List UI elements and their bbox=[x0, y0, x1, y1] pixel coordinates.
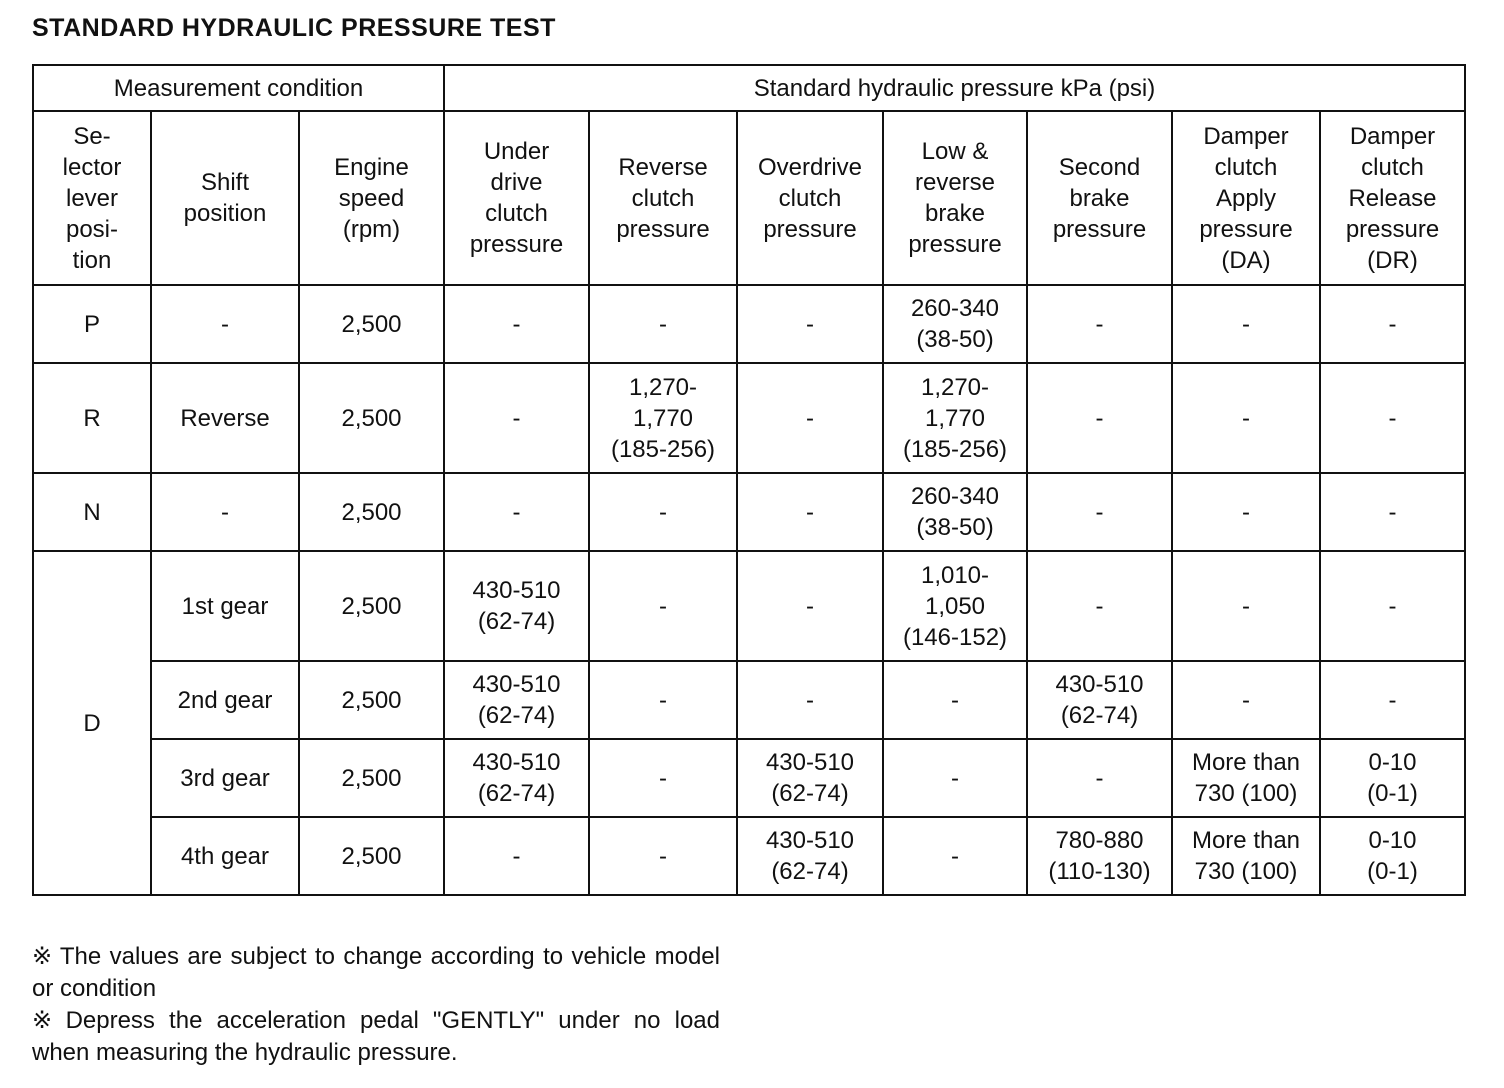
table-group-header-row bbox=[33, 65, 1465, 111]
underdrive-cell: 430-510 (62-74) bbox=[444, 739, 589, 817]
reverse-clutch-cell: 1,270- 1,770 (185-256) bbox=[589, 363, 737, 473]
table-column-header-row bbox=[33, 111, 1465, 285]
reverse-clutch-cell: - bbox=[589, 739, 737, 817]
underdrive-cell: - bbox=[444, 817, 589, 895]
underdrive-cell: - bbox=[444, 285, 589, 363]
speed-cell: 2,500 bbox=[299, 551, 444, 661]
table-row-d-1st bbox=[33, 551, 1465, 661]
overdrive-cell: - bbox=[737, 473, 883, 551]
damper-release-cell: 0-10 (0-1) bbox=[1320, 739, 1465, 817]
col-header-selector: Se- lector lever posi- tion bbox=[33, 111, 151, 285]
overdrive-cell: - bbox=[737, 661, 883, 739]
underdrive-cell: 430-510 (62-74) bbox=[444, 661, 589, 739]
second-brake-cell: - bbox=[1027, 739, 1172, 817]
low-reverse-brake-cell: 260-340 (38-50) bbox=[883, 473, 1027, 551]
col-header-overdrive: Overdrive clutch pressure bbox=[737, 111, 883, 285]
col-header-second-brake: Second brake pressure bbox=[1027, 111, 1172, 285]
low-reverse-brake-cell: 1,010- 1,050 (146-152) bbox=[883, 551, 1027, 661]
col-header-low-reverse-brake: Low & reverse brake pressure bbox=[883, 111, 1027, 285]
footnote-item bbox=[32, 941, 720, 1005]
second-brake-cell: - bbox=[1027, 473, 1172, 551]
selector-cell: P bbox=[33, 285, 151, 363]
reverse-clutch-cell: - bbox=[589, 285, 737, 363]
shift-cell: Reverse bbox=[151, 363, 299, 473]
damper-apply-cell: - bbox=[1172, 473, 1320, 551]
table-row-r bbox=[33, 363, 1465, 473]
speed-cell: 2,500 bbox=[299, 739, 444, 817]
speed-cell: 2,500 bbox=[299, 363, 444, 473]
selector-cell: R bbox=[33, 363, 151, 473]
footnote-text: The values are subject to change according to vehicle model or condition bbox=[32, 943, 720, 1002]
col-header-underdrive: Under drive clutch pressure bbox=[444, 111, 589, 285]
shift-cell: 1st gear bbox=[151, 551, 299, 661]
damper-apply-cell: More than 730 (100) bbox=[1172, 739, 1320, 817]
table-row-d-2nd bbox=[33, 661, 1465, 739]
col-header-damper-apply: Damper clutch Apply pressure (DA) bbox=[1172, 111, 1320, 285]
second-brake-cell: - bbox=[1027, 285, 1172, 363]
low-reverse-brake-cell: 260-340 (38-50) bbox=[883, 285, 1027, 363]
second-brake-cell: 780-880 (110-130) bbox=[1027, 817, 1172, 895]
speed-cell: 2,500 bbox=[299, 473, 444, 551]
second-brake-cell: - bbox=[1027, 551, 1172, 661]
low-reverse-brake-cell: - bbox=[883, 817, 1027, 895]
overdrive-cell: - bbox=[737, 551, 883, 661]
overdrive-cell: 430-510 (62-74) bbox=[737, 817, 883, 895]
underdrive-cell: 430-510 (62-74) bbox=[444, 551, 589, 661]
table-row-d-3rd bbox=[33, 739, 1465, 817]
overdrive-cell: - bbox=[737, 285, 883, 363]
underdrive-cell: - bbox=[444, 363, 589, 473]
standard-pressure-header: Standard hydraulic pressure kPa (psi) bbox=[444, 65, 1465, 111]
damper-apply-cell: More than 730 (100) bbox=[1172, 817, 1320, 895]
overdrive-cell: - bbox=[737, 363, 883, 473]
col-header-reverse-clutch: Reverse clutch pressure bbox=[589, 111, 737, 285]
low-reverse-brake-cell: - bbox=[883, 739, 1027, 817]
hydraulic-pressure-table bbox=[32, 64, 1466, 896]
shift-cell: 4th gear bbox=[151, 817, 299, 895]
damper-release-cell: - bbox=[1320, 473, 1465, 551]
shift-cell: - bbox=[151, 473, 299, 551]
page-title: STANDARD HYDRAULIC PRESSURE TEST bbox=[32, 14, 556, 42]
footnote-item bbox=[32, 1005, 720, 1069]
low-reverse-brake-cell: 1,270- 1,770 (185-256) bbox=[883, 363, 1027, 473]
selector-cell: D bbox=[33, 551, 151, 895]
reverse-clutch-cell: - bbox=[589, 661, 737, 739]
speed-cell: 2,500 bbox=[299, 285, 444, 363]
speed-cell: 2,500 bbox=[299, 817, 444, 895]
reference-mark-icon: ※ bbox=[32, 943, 54, 970]
damper-release-cell: - bbox=[1320, 551, 1465, 661]
damper-release-cell: 0-10 (0-1) bbox=[1320, 817, 1465, 895]
reverse-clutch-cell: - bbox=[589, 817, 737, 895]
reverse-clutch-cell: - bbox=[589, 473, 737, 551]
measurement-condition-header: Measurement condition bbox=[33, 65, 444, 111]
selector-cell: N bbox=[33, 473, 151, 551]
footnotes bbox=[32, 941, 720, 1069]
shift-cell: 3rd gear bbox=[151, 739, 299, 817]
reverse-clutch-cell: - bbox=[589, 551, 737, 661]
shift-cell: 2nd gear bbox=[151, 661, 299, 739]
damper-apply-cell: - bbox=[1172, 363, 1320, 473]
underdrive-cell: - bbox=[444, 473, 589, 551]
shift-cell: - bbox=[151, 285, 299, 363]
table-row-d-4th bbox=[33, 817, 1465, 895]
damper-apply-cell: - bbox=[1172, 551, 1320, 661]
speed-cell: 2,500 bbox=[299, 661, 444, 739]
col-header-damper-release: Damper clutch Release pressure (DR) bbox=[1320, 111, 1465, 285]
table-row-n bbox=[33, 473, 1465, 551]
footnote-text: Depress the acceleration pedal "GENTLY" under no load when measuring the hydraulic pressure. bbox=[32, 1007, 720, 1066]
damper-release-cell: - bbox=[1320, 285, 1465, 363]
damper-release-cell: - bbox=[1320, 661, 1465, 739]
damper-apply-cell: - bbox=[1172, 285, 1320, 363]
damper-release-cell: - bbox=[1320, 363, 1465, 473]
col-header-engine-speed: Engine speed (rpm) bbox=[299, 111, 444, 285]
low-reverse-brake-cell: - bbox=[883, 661, 1027, 739]
second-brake-cell: 430-510 (62-74) bbox=[1027, 661, 1172, 739]
col-header-shift: Shift position bbox=[151, 111, 299, 285]
reference-mark-icon: ※ bbox=[32, 1007, 60, 1034]
table-row-p bbox=[33, 285, 1465, 363]
damper-apply-cell: - bbox=[1172, 661, 1320, 739]
second-brake-cell: - bbox=[1027, 363, 1172, 473]
overdrive-cell: 430-510 (62-74) bbox=[737, 739, 883, 817]
